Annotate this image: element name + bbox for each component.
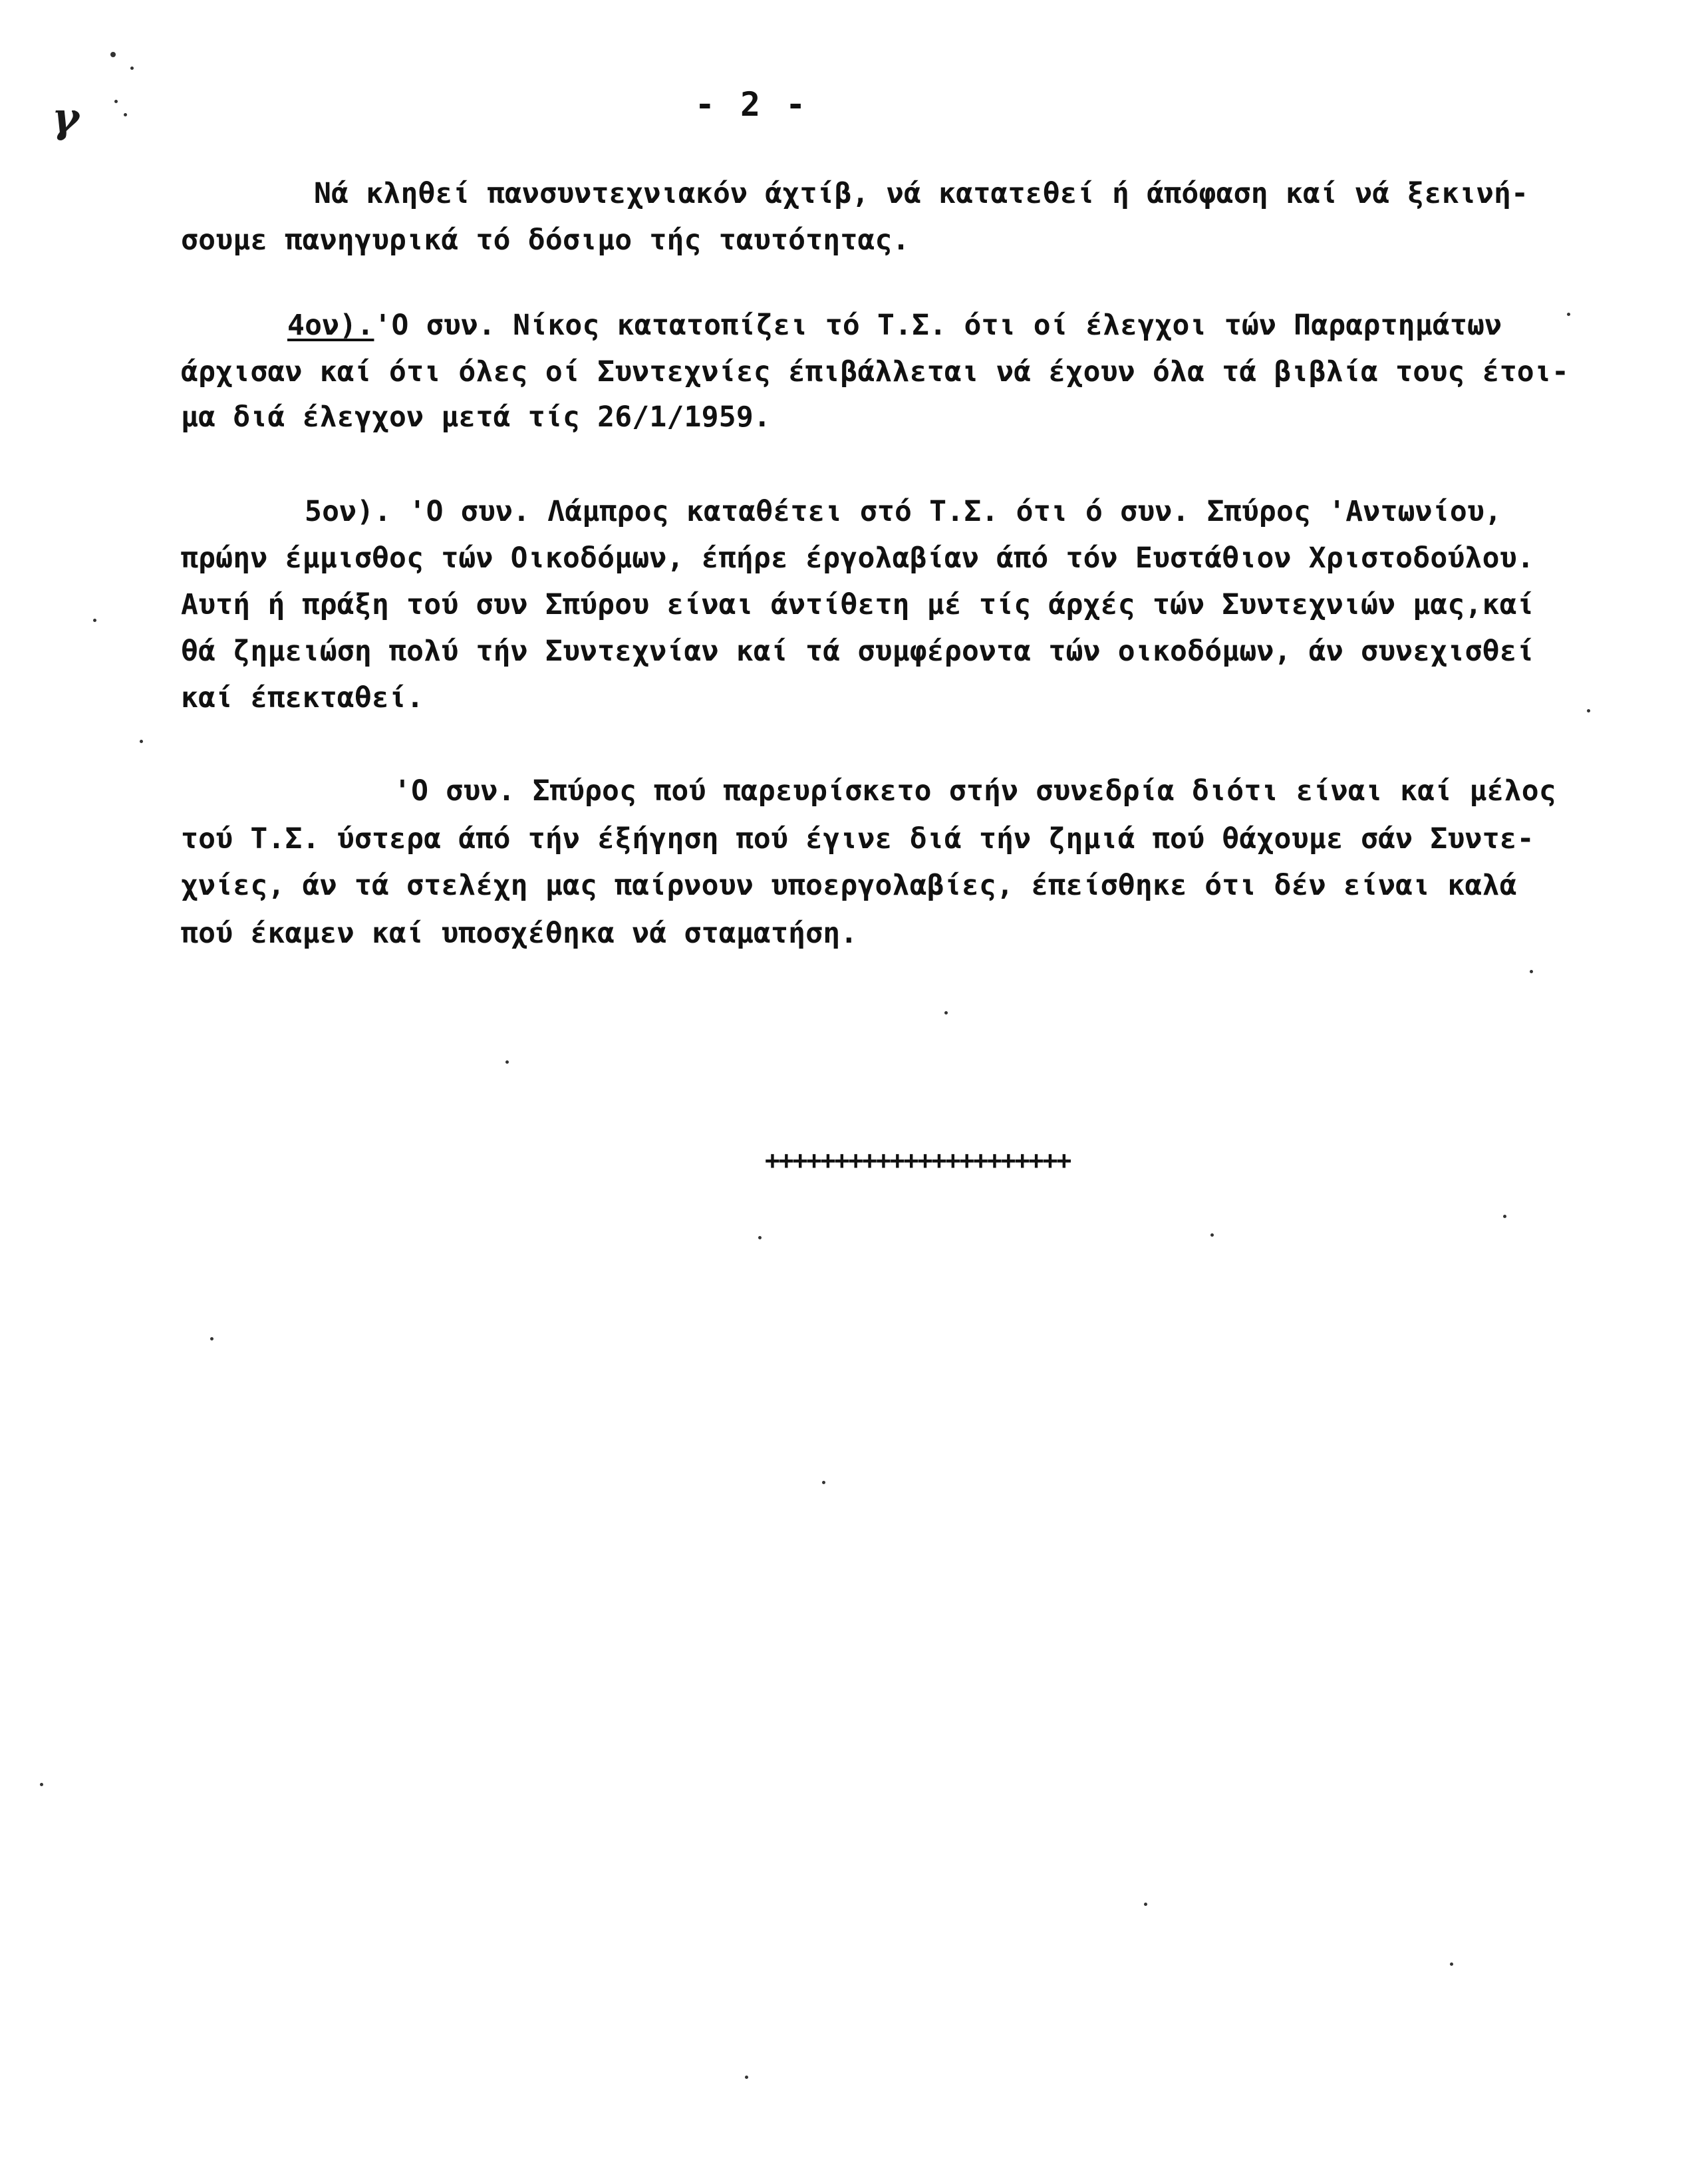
item-number-4: 4ον). bbox=[287, 309, 374, 342]
paragraph-4-line-3: χνίες, άν τά στελέχη μας παίρνουν υποεργολαβίες, έπείσθηκε ότι δέν είναι καλά bbox=[181, 869, 1517, 902]
scan-speck bbox=[93, 619, 96, 622]
paragraph-3-line-5: καί έπεκταθεί. bbox=[181, 681, 424, 714]
paragraph-2-line-2: άρχισαν καί ότι όλες οί Συντεχνίες έπιβάλλεται νά έχουν όλα τά βιβλία τους έτοι- bbox=[181, 355, 1570, 389]
scan-speck bbox=[1503, 1215, 1506, 1218]
scan-speck bbox=[745, 2076, 748, 2079]
scan-speck bbox=[1567, 313, 1570, 316]
scan-speck bbox=[505, 1060, 509, 1064]
scan-speck bbox=[130, 67, 134, 70]
paragraph-4-line-1: 'Ο συν. Σπύρος πού παρευρίσκετο στήν συνεδρία διότι είναι καί μέλος bbox=[394, 774, 1556, 808]
handwritten-margin-mark: γ bbox=[52, 93, 79, 142]
scan-speck bbox=[944, 1011, 948, 1014]
scan-speck bbox=[1210, 1233, 1214, 1237]
paragraph-1-line-2: σουμε πανηγυρικά τό δόσιμο τής ταυτότητας. bbox=[181, 224, 910, 257]
scan-speck bbox=[114, 100, 118, 103]
scan-speck bbox=[40, 1783, 43, 1786]
scan-speck bbox=[110, 52, 116, 57]
paragraph-1-line-1: Νά κληθεί πανσυντεχνιακόν άχτίβ, νά κατατεθεί ή άπόφαση καί νά ξεκινή- bbox=[314, 177, 1529, 210]
paragraph-4-line-2: τού Τ.Σ. ύστερα άπό τήν έξήγηση πού έγινε διά τήν ζημιά πού θάχουμε σάν Συντε- bbox=[181, 822, 1534, 856]
paragraph-2-line-1 bbox=[287, 311, 1688, 340]
page-number: - 2 - bbox=[694, 85, 809, 124]
scan-speck bbox=[124, 113, 127, 116]
scan-speck bbox=[822, 1481, 825, 1484]
paragraph-2-line-3: μα διά έλεγχον μετά τίς 26/1/1959. bbox=[181, 400, 771, 434]
scan-speck bbox=[1530, 970, 1533, 973]
scan-speck bbox=[1144, 1903, 1147, 1906]
scan-speck bbox=[758, 1236, 762, 1239]
paragraph-3-line-1: 5ον). 'Ο συν. Λάμπρος καταθέτει στό Τ.Σ. ότι ό συν. Σπύρος 'Αντωνίου, bbox=[305, 495, 1502, 528]
end-separator: ++++++++++++++++++++++ bbox=[765, 1146, 1071, 1175]
scan-speck bbox=[1587, 709, 1590, 712]
paragraph-3-line-4: θά ζημειώση πολύ τήν Συντεχνίαν καί τά συμφέροντα τών οικοδόμων, άν συνεχισθεί bbox=[181, 635, 1534, 668]
scan-speck bbox=[1450, 1962, 1453, 1966]
paragraph-3-line-3: Αυτή ή πράξη τού συν Σπύρου είναι άντίθετη μέ τίς άρχές τών Συντεχνιών μας,καί bbox=[181, 588, 1534, 621]
paragraph-4-line-4: πού έκαμεν καί υποσχέθηκα νά σταματήση. bbox=[181, 917, 858, 950]
scan-speck bbox=[140, 740, 143, 743]
paragraph-2-line-1-text: 'Ο συν. Νίκος κατατοπίζει τό Τ.Σ. ότι οί έλεγχοι τών Παραρτημάτων bbox=[374, 309, 1502, 342]
paragraph-3-line-2: πρώην έμμισθος τών Οικοδόμων, έπήρε έργολαβίαν άπό τόν Ευστάθιον Χριστοδούλου. bbox=[181, 542, 1534, 575]
scan-speck bbox=[210, 1337, 213, 1340]
